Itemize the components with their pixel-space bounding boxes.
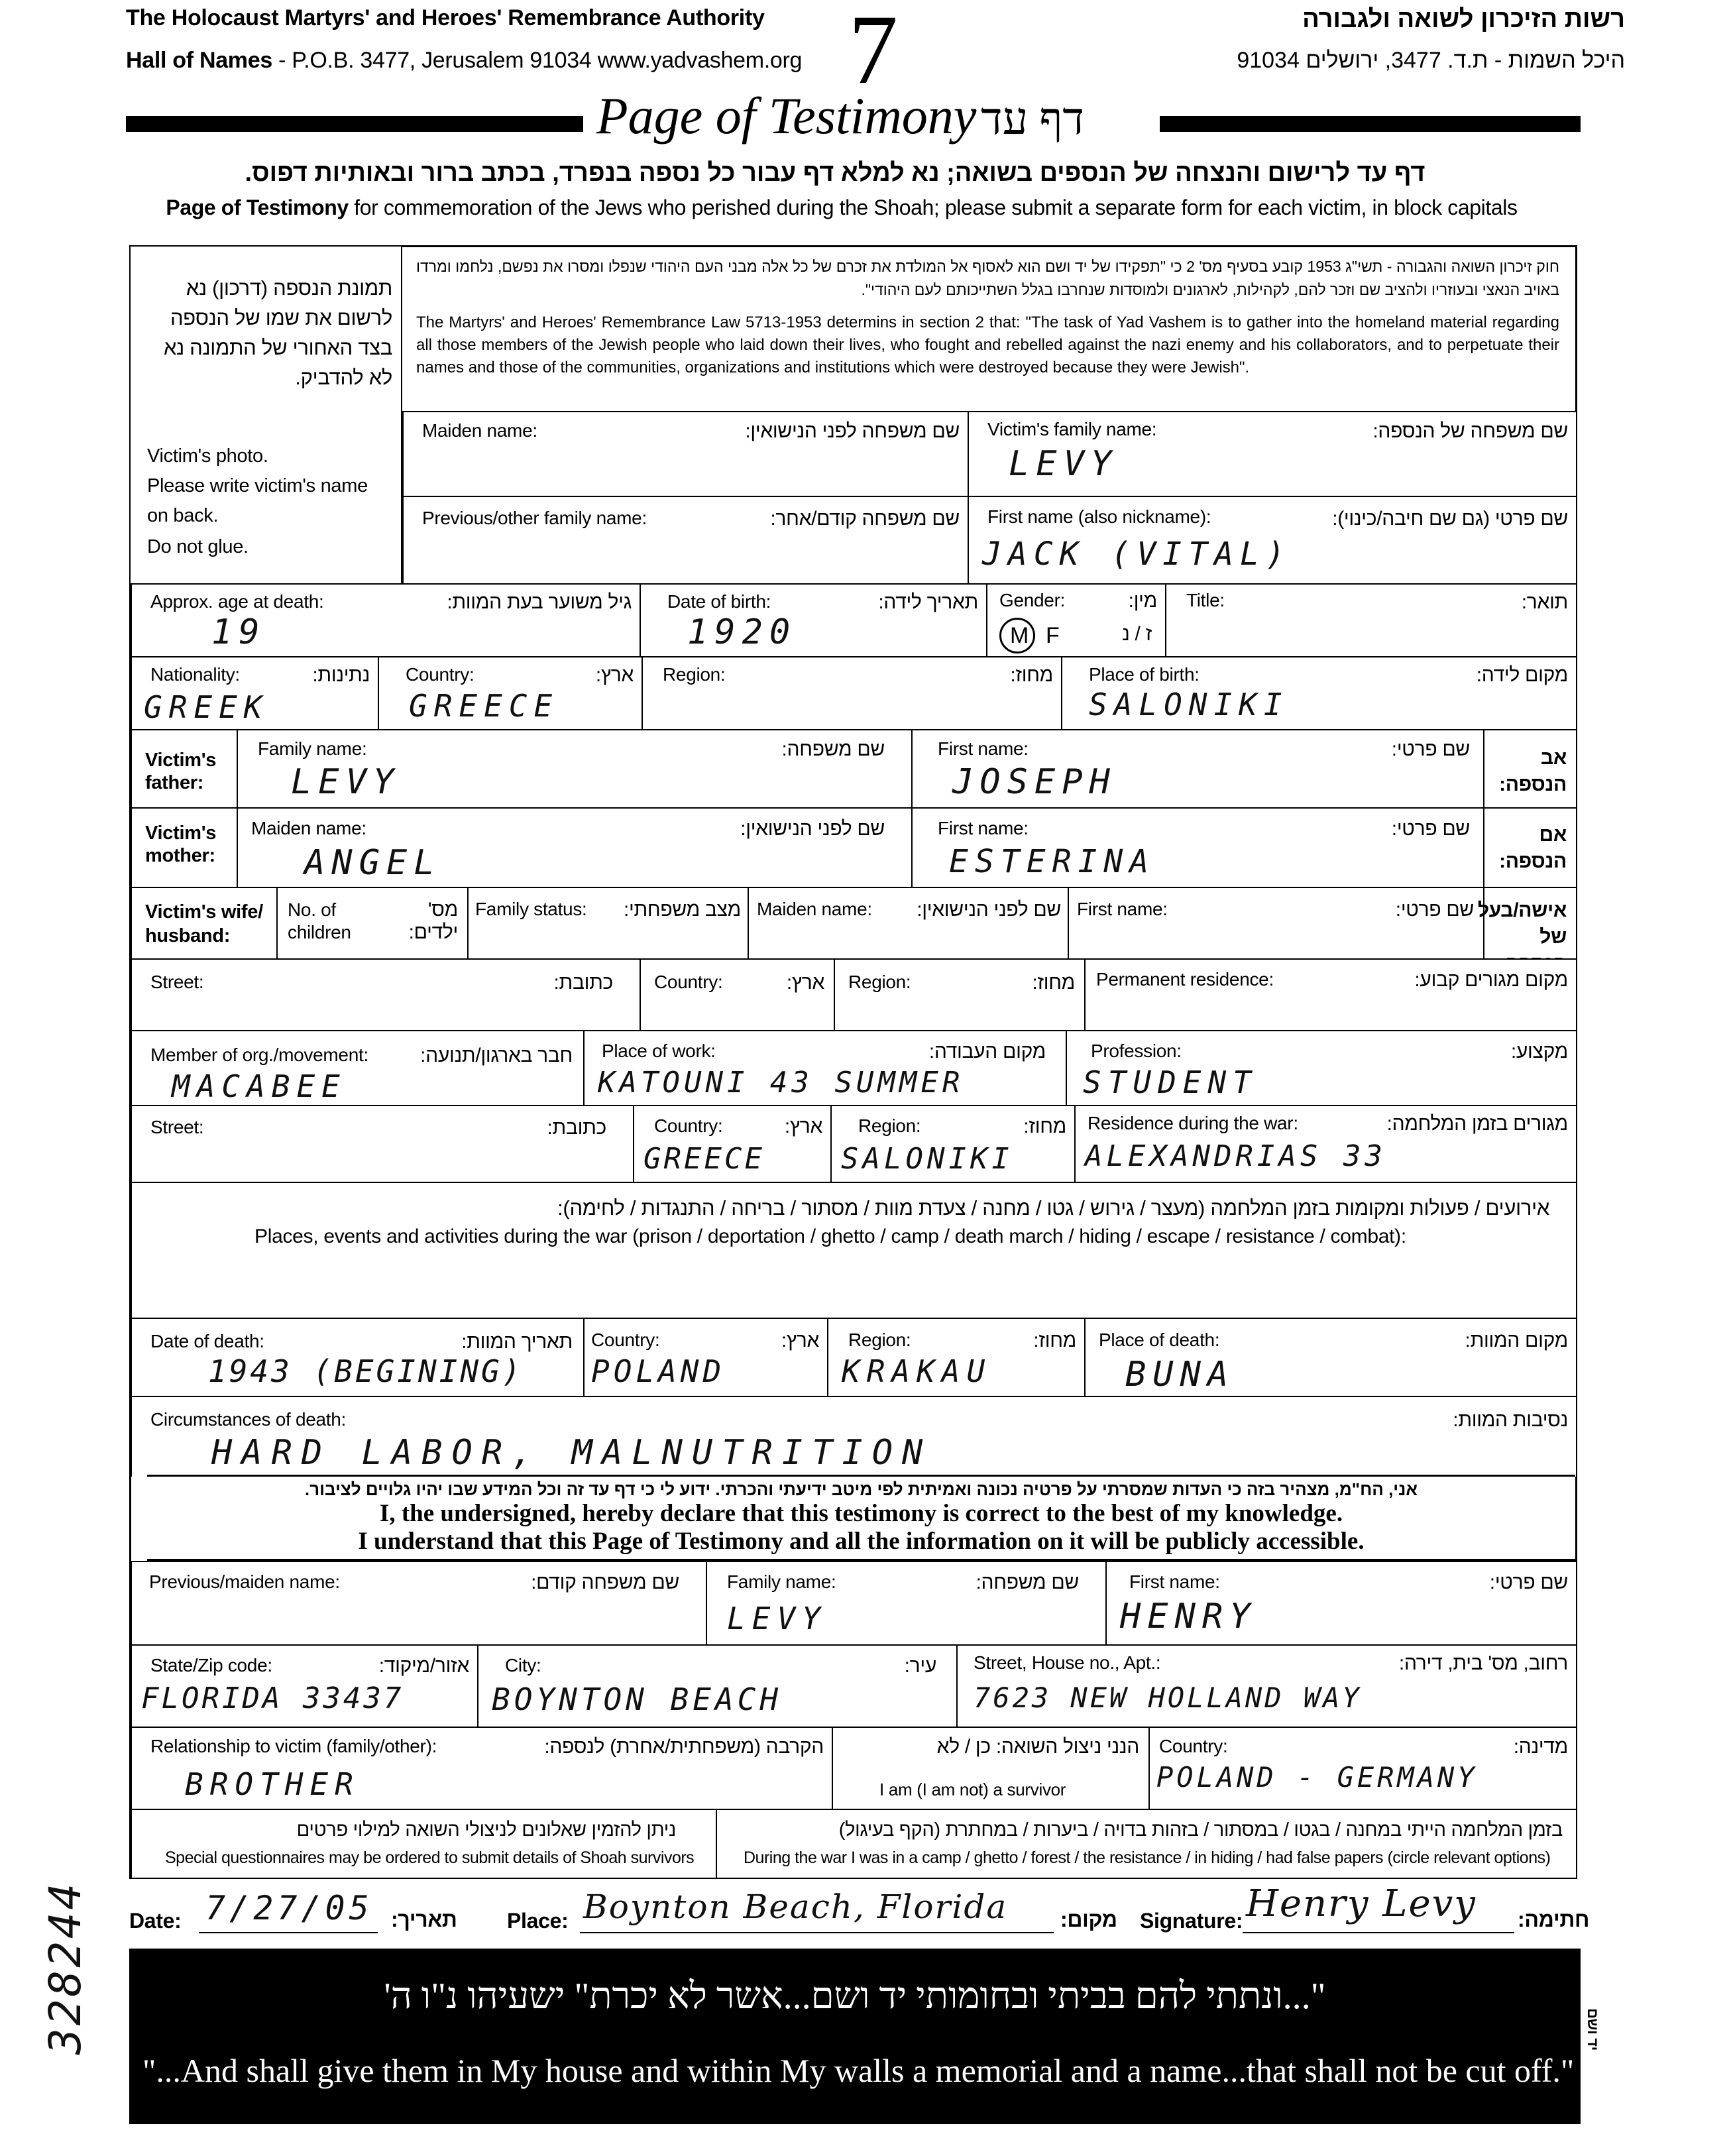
address-en xyxy=(126,48,802,74)
war-street-label: Street: xyxy=(150,1117,204,1137)
photo-en-2: Please write victim's name xyxy=(147,475,368,496)
sub-fam-label: Family name: xyxy=(727,1571,836,1592)
pob-value: SALONIKI xyxy=(1089,687,1289,722)
sub-first-label: First name: xyxy=(1129,1571,1220,1592)
sub-fam-label-he: שם משפחה: xyxy=(976,1571,1079,1593)
law-he: חוק זיכרון השואה והגבורה - תשי"ג 1953 קובע בסעיף מס' 2 כי "תפקידו של יד ושם הוא לאסוף אל המולדת את זכרם של כל אלה מבני העם היהודי שנפלו ומסרו את נפשם, נלחמו ומרדו באויב הנאצי ובעוזריו ולהציב שם וזכר להם, לקהילות, לארגונים ולמוסדות שנחרבו בגלל השתייכותם לעם היהודי". xyxy=(416,258,1559,298)
survivor-field[interactable] xyxy=(832,1727,1150,1810)
death-country-value: POLAND xyxy=(591,1353,726,1389)
org-label-he: חבר בארגון/תנועה: xyxy=(420,1045,573,1066)
dod-label: Date of death: xyxy=(150,1331,264,1351)
rel-label: Relationship to victim (family/other): xyxy=(150,1736,437,1756)
cntry-label: Country: xyxy=(1159,1736,1228,1756)
spouse-first-label: First name: xyxy=(1077,899,1168,919)
pod-value: BUNA xyxy=(1125,1355,1235,1394)
region-label: Region: xyxy=(663,664,726,685)
spouse-maiden-label: Maiden name: xyxy=(757,899,872,919)
nat-label: Nationality: xyxy=(150,664,240,685)
mother-first-field[interactable] xyxy=(911,807,1484,888)
sub-prev-label: Previous/maiden name: xyxy=(149,1571,340,1592)
place-line xyxy=(580,1932,1054,1933)
mother-side-label-he: אם הנספה: xyxy=(1499,824,1567,872)
subtitle-text: for commemoration of the Jews who perished during the Shoah; please submit a separate form for each victim, in block capitals xyxy=(348,196,1518,219)
handwritten-mark: 7 xyxy=(848,0,898,105)
nat-label-he: נתינות: xyxy=(312,664,370,686)
address-value: 7623 NEW HOLLAND WAY xyxy=(974,1681,1362,1714)
country-label-he: ארץ: xyxy=(595,664,634,686)
spouse-first-field[interactable] xyxy=(1068,887,1484,960)
declaration-box xyxy=(147,1475,1575,1561)
date-value[interactable]: 7/27/05 xyxy=(205,1889,373,1927)
region-field[interactable] xyxy=(642,656,1062,730)
war-region-label: Region: xyxy=(858,1115,921,1136)
mother-first-value: ESTERINA xyxy=(949,843,1156,880)
death-region-field[interactable] xyxy=(827,1318,1086,1397)
gender-f: F xyxy=(1046,623,1060,648)
org-name-he: רשות הזיכרון לשואה ולגבורה xyxy=(1302,5,1625,33)
sub-prev-label-he: שם משפחה קודם: xyxy=(531,1571,679,1593)
mother-maiden-field[interactable] xyxy=(237,807,913,888)
mother-first-label: First name: xyxy=(938,818,1029,838)
declaration-he: אני, הח"מ, מצהיר בזה כי העדות שמסרתי על פרטיה נכונה ואמיתית לפי מיטב ידיעתי והכרתי. ידוע לי כי דף עד זה וכל המידע שבו יהיו גלויים לציבור. xyxy=(304,1479,1418,1499)
fstatus-label-he: מצב משפחתי: xyxy=(623,899,741,921)
dob-label: Date of birth: xyxy=(667,591,771,612)
org-value: MACABEE xyxy=(172,1068,347,1104)
mother-maiden-label-he: שם לפני הנישואין: xyxy=(740,818,885,840)
war-region-field[interactable] xyxy=(830,1105,1076,1183)
war-country-label-he: ארץ: xyxy=(784,1115,822,1137)
work-label: Place of work: xyxy=(602,1041,716,1061)
events-field[interactable] xyxy=(131,1182,1577,1319)
footer-band xyxy=(129,1949,1731,2124)
father-first-label: First name: xyxy=(938,738,1029,759)
footer-he: "...ונתתי להם בביתי ובחומותי יד ושם...אשר לא יכרת" ישעיהו נ"ו ה' xyxy=(384,1976,1326,2017)
sub-first-label-he: שם פרטי: xyxy=(1489,1571,1568,1593)
mother-maiden-value: ANGEL xyxy=(304,843,441,883)
page-title: Page of Testimony xyxy=(596,87,977,144)
war-street-label-he: כתובת: xyxy=(547,1117,606,1139)
war-region-value: SALONIKI xyxy=(841,1142,1013,1176)
dod-value: 1943 (BEGINING) xyxy=(208,1353,524,1389)
address-en-text: - P.O.B. 3477, Jerusalem 91034 www.yadvashem.org xyxy=(272,48,803,73)
profession-value: STUDENT xyxy=(1083,1064,1258,1100)
gender-m: M xyxy=(1010,623,1029,648)
dob-field[interactable] xyxy=(640,583,987,657)
perm-street-label-he: כתובת: xyxy=(553,972,613,993)
org-label: Member of org./movement: xyxy=(150,1045,368,1065)
addr-label: Street, House no., Apt.: xyxy=(974,1652,1161,1673)
father-side-label: Victim's father: xyxy=(145,750,217,793)
subtitle-he: דף עד לרישום והנצחה של הנספים בשואה; נא למלא דף עבור כל נספה בנפרד, בכתב ברור ובאותיות דפוס. xyxy=(245,159,1425,187)
father-family-field[interactable] xyxy=(237,729,913,809)
dob-label-he: תאריך לידה: xyxy=(878,591,978,613)
zip-label-he: אזור/מיקוד: xyxy=(378,1655,469,1677)
age-label-he: גיל משוער בעת המוות: xyxy=(447,591,632,613)
page-title-he: דף עד xyxy=(981,93,1085,144)
maiden-name-field[interactable] xyxy=(402,411,969,497)
questionnaire-box xyxy=(131,1809,717,1879)
place-label-he: מקום: xyxy=(1060,1907,1117,1931)
sub-country-value: POLAND - GERMANY xyxy=(1156,1761,1478,1793)
maiden-label-he: שם משפחה לפני הנישואין: xyxy=(745,420,960,442)
fstatus-label: Family status: xyxy=(475,899,587,919)
sig-line xyxy=(1243,1932,1514,1933)
mother-side xyxy=(131,807,238,888)
photo-box xyxy=(131,247,402,583)
subtitle-en xyxy=(126,196,1557,220)
title-field[interactable] xyxy=(1165,583,1577,657)
camp-box[interactable] xyxy=(716,1809,1577,1879)
circ-label: Circumstances of death: xyxy=(150,1409,347,1430)
pod-label: Place of death: xyxy=(1099,1330,1220,1350)
surv-label: I am (I am not) a survivor xyxy=(879,1780,1066,1799)
country-value: GREECE xyxy=(409,688,559,724)
first-label-he: שם פרטי (גם שם חיבה/כינוי): xyxy=(1332,508,1568,530)
perm-label: Permanent residence: xyxy=(1096,969,1274,990)
zip-value: FLORIDA 33437 xyxy=(141,1681,404,1715)
city-label-he: עיר: xyxy=(904,1655,936,1677)
side-number: 328244 xyxy=(40,1880,91,2055)
relationship-value: BROTHER xyxy=(185,1766,360,1802)
perm-region-field[interactable] xyxy=(834,958,1086,1031)
perm-region-label: Region: xyxy=(848,972,911,992)
sig-label-he: חתימה: xyxy=(1518,1907,1590,1931)
circumstances-field[interactable] xyxy=(131,1396,1577,1477)
prof-label: Profession: xyxy=(1091,1041,1182,1061)
org-field[interactable] xyxy=(131,1030,585,1106)
death-region-label-he: מחוז: xyxy=(1033,1330,1076,1351)
hall-of-names: Hall of Names xyxy=(126,48,272,73)
pod-field[interactable] xyxy=(1084,1318,1577,1397)
title-bar-left xyxy=(126,116,583,132)
perm-street-field[interactable] xyxy=(131,958,641,1031)
city-field[interactable] xyxy=(477,1644,958,1728)
photo-en-4: Do not glue. xyxy=(147,536,249,557)
pod-label-he: מקום המוות: xyxy=(1465,1330,1568,1351)
work-label-he: מקום העבודה: xyxy=(928,1041,1046,1062)
first-name-value: JACK (VITAL) xyxy=(982,536,1292,573)
death-country-label: Country: xyxy=(591,1330,660,1350)
pob-field[interactable] xyxy=(1061,656,1577,730)
children-field[interactable] xyxy=(276,887,469,960)
sub-country-field[interactable] xyxy=(1148,1727,1577,1810)
photo-en-3: on back. xyxy=(147,505,219,526)
war-residence-field[interactable] xyxy=(1074,1105,1577,1183)
war-street-field[interactable] xyxy=(131,1105,634,1183)
relationship-field[interactable] xyxy=(131,1727,833,1810)
submitter-family-value: LEVY xyxy=(727,1601,827,1636)
war-region-label-he: מחוז: xyxy=(1023,1115,1066,1137)
addr-label-he: רחוב, מס' בית, דירה: xyxy=(1398,1652,1568,1674)
photo-en-1: Victim's photo. xyxy=(147,445,268,467)
perm-region-label-he: מחוז: xyxy=(1032,972,1075,993)
prof-label-he: מקצוע: xyxy=(1510,1041,1568,1062)
war-residence-value: ALEXANDRIAS 33 xyxy=(1085,1139,1386,1173)
rel-label-he: הקרבה (משפחתית/אחרת) לנספה: xyxy=(544,1736,824,1758)
title-label-he: תואר: xyxy=(1521,591,1568,613)
prev-label-he: שם משפחה קודם/אחר: xyxy=(770,508,960,530)
children-label-he: מס' ילדים: xyxy=(408,899,458,943)
date-label-he: תאריך: xyxy=(391,1907,457,1931)
gender-field[interactable] xyxy=(986,583,1166,657)
submitter-family-field[interactable] xyxy=(706,1561,1107,1646)
signature-value[interactable]: Henry Levy xyxy=(1246,1882,1477,1925)
spouse-side-he xyxy=(1477,887,1577,960)
war-res-label: Residence during the war: xyxy=(1088,1113,1298,1133)
spouse-first-label-he: שם פרטי: xyxy=(1395,899,1474,921)
spouse-side xyxy=(131,887,278,960)
perm-residence-field[interactable] xyxy=(1084,958,1577,1031)
family-name-field[interactable] xyxy=(968,411,1577,497)
camp-en: During the war I was in a camp / ghetto / forest / the resistance / in hiding / had false papers (circle relevant options) xyxy=(744,1848,1551,1867)
circumstances-value: HARD LABOR, MALNUTRITION xyxy=(211,1433,932,1473)
cntry-label-he: מדינה: xyxy=(1513,1736,1568,1758)
father-first-value: JOSEPH xyxy=(952,762,1117,802)
submitter-first-field[interactable] xyxy=(1105,1561,1577,1646)
mother-maiden-label: Maiden name: xyxy=(251,818,366,838)
father-side-label-he: אב הנספה: xyxy=(1499,747,1567,795)
title-bar-right xyxy=(1160,116,1581,132)
city-label: City: xyxy=(505,1655,541,1675)
maiden-label: Maiden name: xyxy=(422,420,537,441)
work-field[interactable] xyxy=(583,1030,1067,1106)
surv-label-he: הנני ניצול השואה: כן / לא xyxy=(936,1736,1139,1758)
declaration-en-1: I, the undersigned, hereby declare that this testimony is correct to the best of my knowledge. xyxy=(379,1500,1343,1527)
gender-he-opts: ז / נ xyxy=(1122,623,1152,645)
place-value[interactable]: Boynton Beach, Florida xyxy=(583,1888,1008,1926)
dob-value: 1920 xyxy=(687,612,797,652)
date-label: Date: xyxy=(129,1909,182,1933)
death-region-label: Region: xyxy=(848,1330,911,1350)
war-country-value: GREECE xyxy=(643,1142,765,1176)
footer-en xyxy=(142,2051,1731,2090)
perm-street-label: Street: xyxy=(150,972,204,992)
events-label-he: אירועים / פעולות ומקומות בזמן המלחמה (מעצר / גירוש / גטו / מחנה / צעדת מוות / מסתור / בריחה / התנגדות / לחימה): xyxy=(557,1196,1549,1220)
father-first-label-he: שם פרטי: xyxy=(1391,738,1470,760)
prev-name-field[interactable] xyxy=(402,496,969,585)
law-en: The Martyrs' and Heroes' Remembrance Law 5713-1953 determins in section 2 that: "The task of Yad Vashem is to gather into the homeland material regarding all those members of the Jewish people who laid down their lives, who fought and rebelled against the nazi enemy and his collaborators, and to perpetuate their names and those of the communities, organizations and institutions which were destroyed because they were Jewish". xyxy=(416,313,1559,376)
zip-label: State/Zip code: xyxy=(150,1655,272,1675)
nationality-field[interactable] xyxy=(131,656,379,730)
perm-label-he: מקום מגורים קבוע: xyxy=(1414,969,1568,991)
prev-label: Previous/other family name: xyxy=(422,508,647,528)
age-value: 19 xyxy=(211,612,266,652)
sig-label: Signature: xyxy=(1140,1909,1243,1933)
gender-label: Gender: xyxy=(999,590,1066,610)
father-first-field[interactable] xyxy=(911,729,1484,809)
photo-instructions-he: תמונת הנספה (דרכון) נא לרשום את שמו של הנספה בצד האחורי של התמונה נא לא להדביק. xyxy=(163,276,392,389)
city-value: BOYNTON BEACH xyxy=(492,1681,783,1717)
age-label: Approx. age at death: xyxy=(150,591,324,612)
perm-country-label-he: ארץ: xyxy=(786,972,824,993)
footer-en-text: "...And shall give them in My house and within My walls a memorial and a name...that shall not be cut off." xyxy=(142,2052,1575,2089)
death-country-label-he: ארץ: xyxy=(781,1330,819,1351)
place-label: Place: xyxy=(507,1909,569,1933)
camp-he: בזמן המלחמה הייתי במחנה / בגטו / במסתור / בזהות בדויה / ביערות / במחתרת (הקף בעיגול) xyxy=(838,1819,1563,1841)
family-status-field[interactable] xyxy=(467,887,749,960)
profession-field[interactable] xyxy=(1066,1030,1577,1106)
pob-label-he: מקום לידה: xyxy=(1476,664,1568,686)
death-region-value: KRAKAU xyxy=(842,1353,992,1389)
family-label-he: שם משפחה של הנספה: xyxy=(1372,420,1568,442)
subtitle-bold: Page of Testimony xyxy=(166,196,349,219)
age-field[interactable] xyxy=(131,583,641,657)
circ-label-he: נסיבות המוות: xyxy=(1453,1409,1568,1431)
perm-country-field[interactable] xyxy=(640,958,835,1031)
mother-side-he xyxy=(1483,807,1577,888)
footer-ref: Isaiah, lvi, 56:5 xyxy=(1582,2061,1731,2087)
title-label: Title: xyxy=(1186,590,1225,610)
quest-en: Special questionnaires may be ordered to submit details of Shoah survivors xyxy=(165,1848,695,1867)
org-name-en: The Holocaust Martyrs' and Heroes' Remembrance Authority xyxy=(126,5,765,30)
zip-field[interactable] xyxy=(131,1644,478,1728)
war-country-label: Country: xyxy=(654,1115,723,1136)
date-line xyxy=(199,1932,378,1933)
country-field[interactable] xyxy=(378,656,643,730)
address-field[interactable] xyxy=(956,1644,1577,1728)
father-side-he xyxy=(1483,729,1577,809)
dod-label-he: תאריך המוות: xyxy=(461,1331,573,1353)
country-label: Country: xyxy=(406,664,475,685)
address-he: היכל השמות - ת.ד. 3477, ירושלים 91034 xyxy=(1237,48,1625,73)
family-label: Victim's family name: xyxy=(987,419,1157,439)
dod-field[interactable] xyxy=(131,1318,585,1397)
father-family-label: Family name: xyxy=(258,738,367,759)
spouse-maiden-field[interactable] xyxy=(748,887,1069,960)
perm-country-label: Country: xyxy=(654,972,723,992)
spouse-side-label: Victim's wife/ husband: xyxy=(145,901,263,946)
children-label: No. of children xyxy=(288,899,351,942)
father-family-value: LEVY xyxy=(291,762,401,802)
work-value: KATOUNI 43 SUMMER xyxy=(598,1066,964,1100)
gender-label-he: מין: xyxy=(1128,590,1157,612)
submitter-prev-field[interactable] xyxy=(131,1561,707,1646)
family-name-value: LEVY xyxy=(1009,444,1119,484)
spouse-maiden-label-he: שם לפני הנישואין: xyxy=(917,899,1061,921)
declaration-en-2: I understand that this Page of Testimony and all the information on it will be publicly accessible. xyxy=(358,1528,1365,1555)
quest-he: ניתן להזמין שאלונים לניצולי השואה למילוי פרטים xyxy=(296,1819,676,1841)
yadvashem-mark: יד ושם xyxy=(1585,2008,1601,2051)
war-res-label-he: מגורים בזמן המלחמה: xyxy=(1386,1113,1568,1135)
nationality-value: GREEK xyxy=(144,689,269,725)
father-side xyxy=(131,729,238,809)
first-name-field[interactable] xyxy=(968,496,1577,585)
events-label: Places, events and activities during the war (prison / deportation / ghetto / camp / death march / hiding / escape / resistance / combat): xyxy=(254,1225,1406,1247)
spouse-side-label-he: אישה/בעל של xyxy=(1477,899,1567,948)
mother-side-label: Victim's mother: xyxy=(145,823,217,866)
submitter-first-value: HENRY xyxy=(1120,1597,1257,1636)
death-country-field[interactable] xyxy=(583,1318,828,1397)
mother-first-label-he: שם פרטי: xyxy=(1391,818,1470,840)
father-family-label-he: שם משפחה: xyxy=(781,738,885,760)
pob-label: Place of birth: xyxy=(1089,664,1200,685)
first-label: First name (also nickname): xyxy=(987,506,1211,527)
region-label-he: מחוז: xyxy=(1010,664,1053,686)
war-country-field[interactable] xyxy=(633,1105,832,1183)
